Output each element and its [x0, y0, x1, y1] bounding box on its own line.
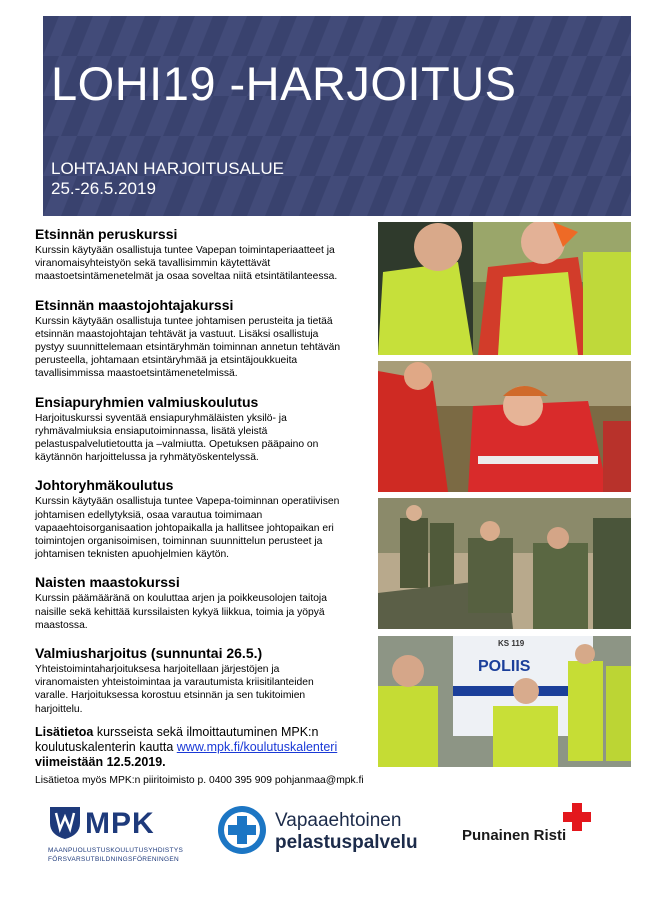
description-line: johtamisen teknisten apuohjelmien käytön.	[35, 549, 230, 561]
vapepa-cross-icon	[217, 805, 267, 855]
course-section	[35, 394, 370, 465]
registration-info	[35, 725, 375, 770]
course-section	[35, 297, 370, 381]
description-line: johtamisen edellytyksiä, osaa varautua toimimaan	[35, 509, 263, 521]
description-line: etsinnän maastojohtajan tehtävät ja vastuut. Lisäksi osallistuja	[35, 328, 319, 340]
description-line: Kurssin päämääränä on kouluttaa arjen ja poikkeusolojen taitoja	[35, 593, 327, 605]
photo-search-course	[378, 222, 631, 355]
description-line: vapaaehtoisorganisaation johtopaikalla ja hallitsee johtopaikan eri	[35, 522, 334, 534]
description-line: Kurssin käytyään osallistuja tuntee Vapepa-toiminnan operatiivisen	[35, 496, 340, 508]
mpk-name-fi: MAANPUOLUSTUSKOULUTUSYHDISTYS	[48, 847, 184, 854]
course-description	[35, 663, 370, 716]
event-dates: 25.-26.5.2019	[51, 179, 156, 198]
course-description	[35, 412, 370, 465]
course-section	[35, 477, 370, 561]
description-line: ryhmävalmiuksia ensiaputoiminnassa, lisätä yleistä	[35, 425, 268, 437]
mpk-shield-icon	[48, 805, 82, 839]
description-line: perusteella, johtamaan etsintäryhmää ja etsintäjoukkueita	[35, 355, 298, 367]
info-block	[35, 725, 375, 786]
mpk-name-sv: FÖRSVARSUTBILDNINGSFÖRENINGEN	[48, 856, 180, 863]
description-line: maastoetsintämenetelmät ja osaa soveltaa niitä etsintätilanteessa.	[35, 271, 338, 283]
photo-military-training-image	[378, 498, 631, 629]
description-line: naisille sekä kehittää kurssilaisten kykyä liikkua, toimia ja yöpyä	[35, 606, 325, 618]
police-van-text: POLIIS	[478, 658, 531, 675]
description-line: pystyy suunnittelemaan etsintäryhmän toiminnan annetun tehtävän	[35, 342, 341, 354]
description-line: viranomaisten yhteistoimintaa ja varautumista kriisitilanteiden	[35, 677, 314, 689]
photo-first-aid	[378, 361, 631, 492]
registration-deadline: viimeistään 12.5.2019.	[35, 755, 166, 769]
course-heading: Etsinnän peruskurssi	[35, 226, 178, 242]
info-text-2: koulutuskalenterin kautta	[35, 740, 177, 754]
course-section	[35, 574, 370, 632]
red-cross-icon	[563, 803, 591, 831]
course-description	[35, 244, 370, 284]
photo-first-aid-image	[378, 361, 631, 492]
course-description	[35, 495, 370, 561]
course-calendar-link[interactable]: www.mpk.fi/koulutuskalenteri	[176, 740, 338, 754]
description-line: toimintojen organisoimisen, toiminnan suunnittelun perusteet ja	[35, 536, 323, 548]
photo-military-training	[378, 498, 631, 629]
description-line: viranomaisyhteistyön sekä tavallisimmin käytettävät	[35, 258, 271, 270]
page-title: LOHI19 -HARJOITUS	[51, 57, 517, 110]
photo-readiness-exercise	[378, 636, 631, 767]
vapepa-name-line2: pelastuspalvelu	[275, 832, 418, 853]
course-description	[35, 592, 370, 632]
course-section	[35, 645, 370, 716]
photo-search-course-image	[378, 222, 631, 355]
course-heading: Johtoryhmäkoulutus	[35, 477, 174, 494]
police-van-plate: KS 119	[498, 639, 525, 648]
red-cross-name: Punainen Risti	[462, 827, 567, 844]
event-location: LOHTAJAN HARJOITUSALUE	[51, 159, 285, 178]
course-description	[35, 315, 370, 381]
contact-info: Lisätietoa myös MPK:n piiritoimisto p. 0400 395 909 pohjanmaa@mpk.fi	[35, 775, 364, 786]
description-line: Kurssin käytyään osallistuja tuntee Vapepan toimintaperiaatteet ja	[35, 245, 335, 256]
description-line: Kurssin käytyään osallistuja tuntee johtamisen perusteita ja tietää	[35, 315, 333, 327]
course-heading: Naisten maastokurssi	[35, 574, 180, 591]
description-line: tavallisimmissa maastoetsintämenetelmissä.	[35, 368, 238, 380]
event-details	[51, 159, 284, 199]
info-lead: Lisätietoa	[35, 725, 94, 739]
course-heading: Etsinnän maastojohtajakurssi	[35, 296, 234, 313]
course-section	[35, 226, 370, 284]
footer-logos	[0, 795, 646, 885]
vapepa-name-line1: Vapaaehtoinen	[275, 810, 402, 831]
description-line: pelastuspalvelutietoutta ja –valmiutta. Opetuksen pääpaino on	[35, 439, 319, 451]
header-banner	[43, 16, 631, 216]
mpk-logo-text: MPK	[85, 807, 155, 840]
description-line: Harjoituskurssi syventää ensiapuryhmäläisten yksilö- ja	[35, 412, 287, 424]
course-list	[35, 226, 370, 729]
photo-readiness-exercise-image	[378, 636, 631, 767]
description-line: varalle. Harjoituksessa korostuu etsinnän ja sen tukitoimien	[35, 690, 306, 702]
course-heading: Ensiapuryhmien valmiuskoulutus	[35, 393, 259, 410]
info-text-1: kursseista sekä ilmoittautuminen MPK:n	[93, 725, 319, 739]
course-heading: Valmiusharjoitus (sunnuntai 26.5.)	[35, 645, 263, 662]
description-line: käytännön harjoittelussa ja ryhmätyöskentelyssä.	[35, 452, 259, 464]
description-line: maastossa.	[35, 619, 88, 631]
description-line: harjoittelu.	[35, 703, 83, 715]
description-line: Yhteistoimintaharjoituksesa harjoitellaan järjestöjen ja	[35, 664, 280, 676]
